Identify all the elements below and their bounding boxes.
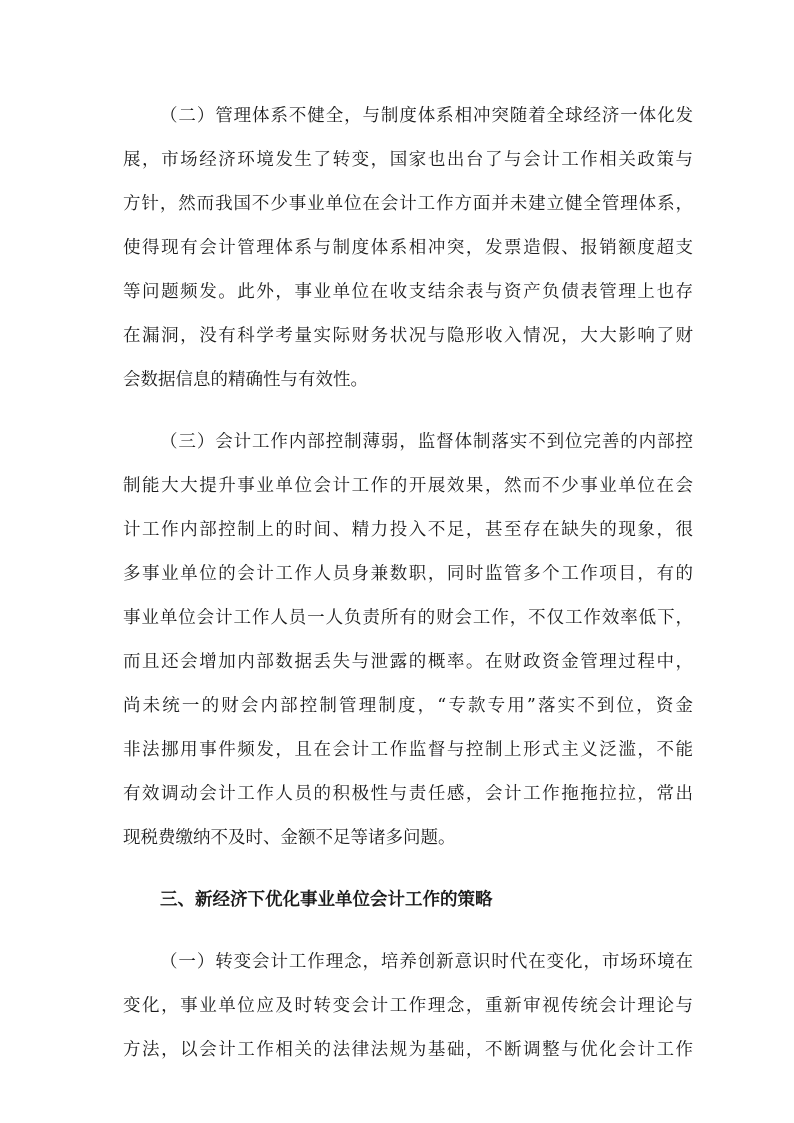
- paragraph-1-line-4: 使得现有会计管理体系与制度体系相冲突，发票造假、报销额度超支: [123, 238, 693, 258]
- paragraph-2-line-9: 有效调动会计工作人员的积极性与责任感，会计工作拖拖拉拉，常出: [123, 784, 693, 804]
- paragraph-1-line-2: 展，市场经济环境发生了转变，国家也出台了与会计工作相关政策与: [123, 150, 693, 170]
- paragraph-1-line-5: 等问题频发。此外，事业单位在收支结余表与资产负债表管理上也存: [123, 282, 693, 302]
- paragraph-1-line-7: 会数据信息的精确性与有效性。: [123, 370, 368, 390]
- paragraph-3-line-3: 方法，以会计工作相关的法律法规为基础，不断调整与优化会计工作: [123, 1040, 693, 1060]
- paragraph-2-line-7: 尚未统一的财会内部控制管理制度，“专款专用”落实不到位，资金: [123, 696, 693, 716]
- paragraph-3-line-1: （一）转变会计工作理念，培养创新意识时代在变化，市场环境在: [160, 952, 693, 972]
- paragraph-1-line-6: 在漏洞，没有科学考量实际财务状况与隐形收入情况，大大影响了财: [123, 326, 693, 346]
- paragraph-2-line-6: 而且还会增加内部数据丢失与泄露的概率。在财政资金管理过程中，: [123, 652, 693, 672]
- paragraph-1-line-3: 方针，然而我国不少事业单位在会计工作方面并未建立健全管理体系，: [123, 194, 693, 214]
- paragraph-1-line-1: （二）管理体系不健全，与制度体系相冲突随着全球经济一体化发: [160, 106, 693, 126]
- paragraph-2-line-1: （三）会计工作内部控制薄弱，监督体制落实不到位完善的内部控: [160, 432, 693, 452]
- paragraph-2-line-10: 现税费缴纳不及时、金额不足等诸多问题。: [123, 828, 456, 848]
- paragraph-2-line-8: 非法挪用事件频发，且在会计工作监督与控制上形式主义泛滥，不能: [123, 740, 693, 760]
- paragraph-2-line-2: 制能大大提升事业单位会计工作的开展效果，然而不少事业单位在会: [123, 476, 693, 496]
- section-heading: 三、新经济下优化事业单位会计工作的策略: [160, 890, 493, 910]
- paragraph-2-line-4: 多事业单位的会计工作人员身兼数职，同时监管多个工作项目，有的: [123, 564, 693, 584]
- paragraph-2-line-3: 计工作内部控制上的时间、精力投入不足，甚至存在缺失的现象，很: [123, 520, 693, 540]
- paragraph-2-line-5: 事业单位会计工作人员一人负责所有的财会工作，不仅工作效率低下，: [123, 608, 693, 628]
- paragraph-3-line-2: 变化，事业单位应及时转变会计工作理念，重新审视传统会计理论与: [123, 996, 693, 1016]
